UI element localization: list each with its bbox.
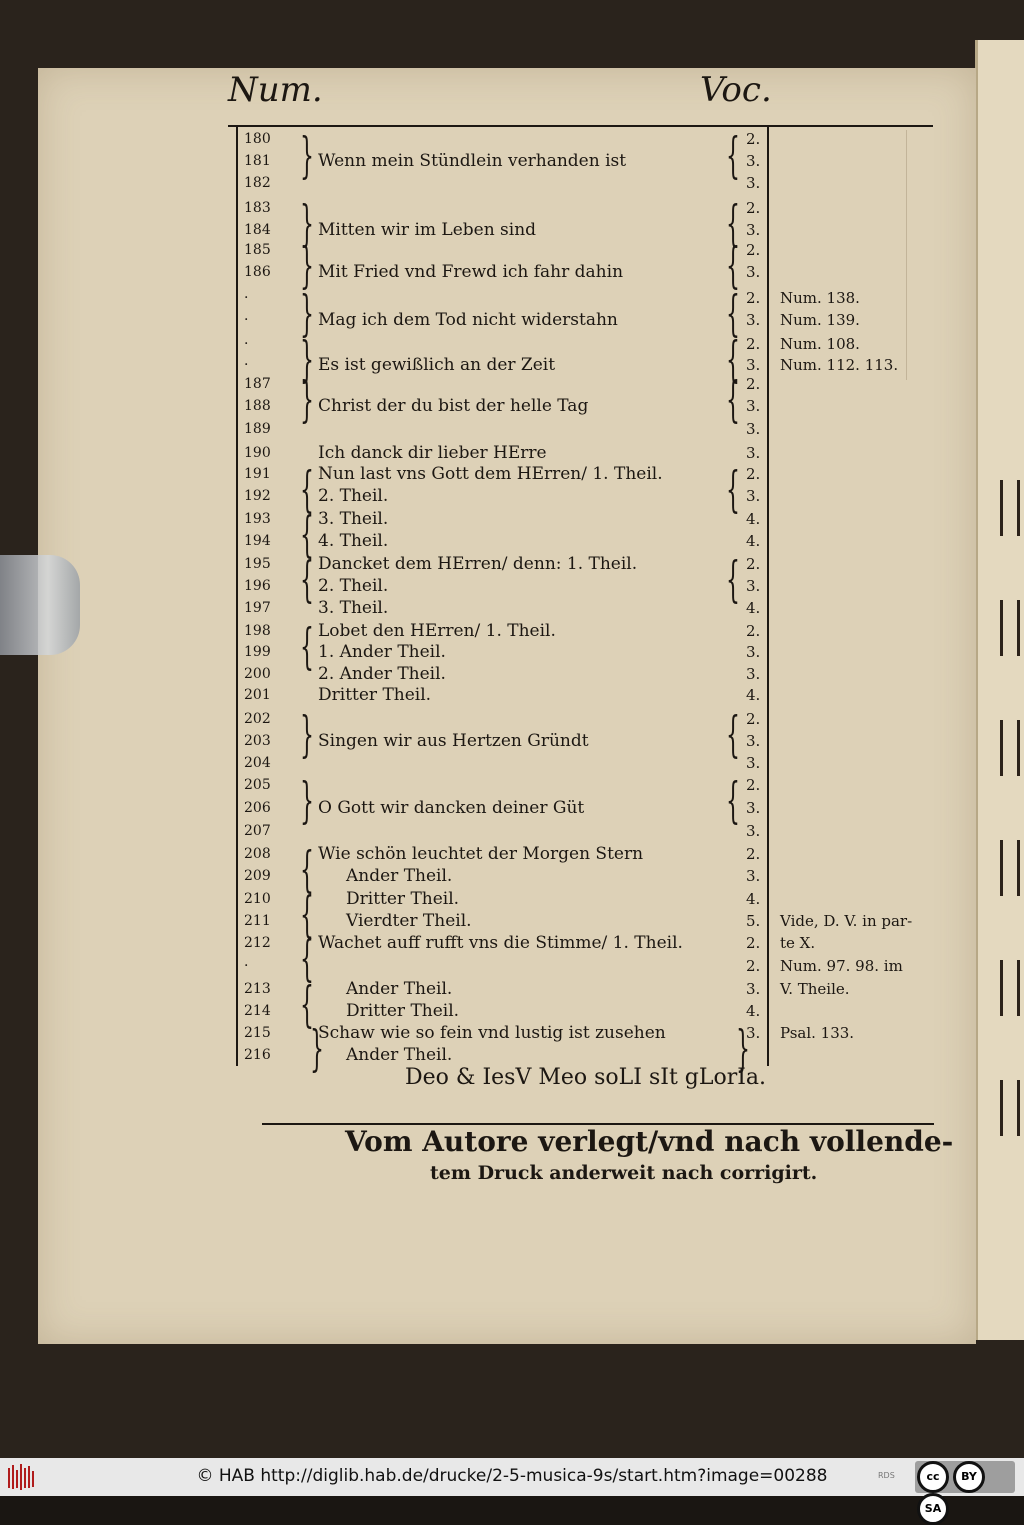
row-title: 3. Theil. — [318, 598, 389, 618]
bracket-mark: } — [300, 288, 314, 343]
license-badge[interactable] — [915, 1461, 1015, 1515]
row-number: 208 — [244, 846, 271, 862]
row-title: 4. Theil. — [318, 531, 389, 551]
row-title: O Gott wir dancken deiner Güt — [318, 798, 585, 818]
row-voices: 4. — [746, 1002, 761, 1020]
footer-code: RDS — [878, 1471, 895, 1480]
footer-link[interactable]: © HAB http://diglib.hab.de/drucke/2-5-musica-9s/start.htm?image=00288 — [196, 1466, 828, 1486]
row-voices: 4. — [746, 686, 761, 704]
row-title: Christ der du bist der helle Tag — [318, 396, 589, 416]
music-notation-mark — [1000, 480, 1020, 536]
row-voices: 2. — [746, 241, 761, 259]
row-note: Num. 112. 113. — [780, 356, 899, 374]
row-note: V. Theile. — [780, 980, 850, 998]
row-voices: 2. — [746, 934, 761, 952]
row-voices: 3. — [746, 980, 761, 998]
imprint-line-1: Vom Autore verlegt/vnd nach vollende- — [345, 1125, 954, 1158]
row-title: Wenn mein Stündlein verhanden ist — [318, 151, 627, 171]
row-title: Lobet den HErren/ 1. Theil. — [318, 621, 556, 641]
sa-icon: SA — [917, 1493, 949, 1525]
row-number: 185 — [244, 242, 271, 258]
bracket-mark: { — [300, 844, 314, 899]
row-title: 1. Ander Theil. — [318, 642, 446, 662]
row-voices: 2. — [746, 465, 761, 483]
row-number: 207 — [244, 823, 271, 839]
row-number: 195 — [244, 556, 271, 572]
row-voices: 4. — [746, 510, 761, 528]
row-number: 212 — [244, 935, 271, 951]
bracket-mark: } — [300, 775, 314, 830]
row-number: 181 — [244, 153, 271, 169]
row-voices: 3. — [746, 397, 761, 415]
cc-icon: cc — [917, 1461, 949, 1493]
imprint-line-2: tem Druck anderweit nach corrigirt. — [430, 1162, 818, 1184]
row-number: · — [244, 290, 249, 306]
row-number: 184 — [244, 222, 271, 238]
row-voices: 3. — [746, 665, 761, 683]
row-number: 192 — [244, 488, 271, 504]
row-number: 205 — [244, 777, 271, 793]
bracket-mark: } — [736, 1023, 750, 1078]
row-number: 180 — [244, 131, 271, 147]
music-notation-mark — [1000, 960, 1020, 1016]
top-rule — [228, 125, 933, 127]
bracket-mark: { — [726, 554, 740, 609]
music-notation-mark — [1000, 720, 1020, 776]
row-voices: 4. — [746, 599, 761, 617]
bracket-mark: } — [300, 709, 314, 764]
row-voices: 3. — [746, 643, 761, 661]
row-title: Singen wir aus Hertzen Gründt — [318, 731, 589, 751]
row-title: Mitten wir im Leben sind — [318, 220, 537, 240]
row-note: Psal. 133. — [780, 1024, 855, 1042]
row-voices: 3. — [746, 754, 761, 772]
row-title: 3. Theil. — [318, 509, 389, 529]
row-title: Es ist gewißlich an der Zeit — [318, 355, 556, 375]
bracket-mark: } — [300, 240, 314, 295]
row-title: 2. Theil. — [318, 486, 389, 506]
row-voices: 2. — [746, 845, 761, 863]
row-title: Ander Theil. — [346, 1045, 453, 1065]
row-voices: 2. — [746, 199, 761, 217]
bracket-mark: { — [300, 621, 314, 676]
row-voices: 2. — [746, 555, 761, 573]
row-title: Ich danck dir lieber HErre — [318, 443, 547, 463]
bracket-mark: { — [300, 979, 314, 1034]
row-voices: 3. — [746, 311, 761, 329]
row-voices: 2. — [746, 375, 761, 393]
row-voices: 3. — [746, 356, 761, 374]
row-note: te X. — [780, 934, 816, 952]
page-clip — [0, 555, 80, 655]
row-number: 194 — [244, 533, 271, 549]
bracket-mark: { — [300, 554, 314, 609]
row-number: 200 — [244, 666, 271, 682]
row-voices: 3. — [746, 221, 761, 239]
bracket-mark: { — [300, 509, 314, 564]
by-icon: BY — [953, 1461, 985, 1493]
row-title: Mit Fried vnd Frewd ich fahr dahin — [318, 262, 624, 282]
row-number: · — [244, 312, 249, 328]
row-number: 214 — [244, 1003, 271, 1019]
row-voices: 3. — [746, 263, 761, 281]
row-title: Wachet auff rufft vns die Stimme/ 1. Theil. — [318, 933, 683, 953]
row-number: · — [244, 958, 249, 974]
footer-bar — [0, 1458, 1024, 1515]
row-number: 187 — [244, 376, 271, 392]
row-voices: 3. — [746, 444, 761, 462]
row-number: 182 — [244, 175, 271, 191]
bracket-mark: { — [726, 709, 740, 764]
bracket-mark: } — [300, 198, 314, 253]
right-column-rule — [767, 126, 769, 1066]
row-number: 210 — [244, 891, 271, 907]
row-title: Dritter Theil. — [318, 685, 432, 705]
row-note: Vide, D. V. in par- — [780, 912, 913, 930]
row-note: Num. 97. 98. im — [780, 957, 903, 975]
bracket-mark: { — [726, 775, 740, 830]
row-voices: 4. — [746, 890, 761, 908]
row-number: 198 — [244, 623, 271, 639]
row-note: Num. 108. — [780, 335, 860, 353]
row-title: 2. Ander Theil. — [318, 664, 446, 684]
row-number: 202 — [244, 711, 271, 727]
row-voices: 3. — [746, 577, 761, 595]
music-notation-mark — [1000, 1080, 1020, 1136]
row-title: Wie schön leuchtet der Morgen Stern — [318, 844, 644, 864]
row-number: 209 — [244, 868, 271, 884]
row-number: 199 — [244, 644, 271, 660]
row-number: 190 — [244, 445, 271, 461]
row-number: 201 — [244, 687, 271, 703]
bracket-mark: } — [300, 374, 314, 429]
row-title: Mag ich dem Tod nicht widerstahn — [318, 310, 618, 330]
row-title: Ander Theil. — [346, 979, 453, 999]
row-title: 2. Theil. — [318, 576, 389, 596]
row-voices: 3. — [746, 420, 761, 438]
row-voices: 4. — [746, 532, 761, 550]
row-voices: 3. — [746, 799, 761, 817]
row-number: 188 — [244, 398, 271, 414]
row-voices: 2. — [746, 957, 761, 975]
row-number: · — [244, 336, 249, 352]
row-voices: 3. — [746, 822, 761, 840]
row-number: 206 — [244, 800, 271, 816]
row-number: 183 — [244, 200, 271, 216]
row-voices: 5. — [746, 912, 761, 930]
music-notation-mark — [1000, 840, 1020, 896]
row-voices: 2. — [746, 622, 761, 640]
bracket-mark: { — [726, 240, 740, 295]
row-number: 215 — [244, 1025, 271, 1041]
row-number: 189 — [244, 421, 271, 437]
row-title: Nun last vns Gott dem HErren/ 1. Theil. — [318, 464, 663, 484]
row-number: 213 — [244, 981, 271, 997]
left-column-rule — [236, 126, 238, 1066]
row-voices: 2. — [746, 335, 761, 353]
row-note: Num. 138. — [780, 289, 860, 307]
music-notation-mark — [1000, 600, 1020, 656]
row-voices: 3. — [746, 1024, 761, 1042]
bracket-mark: { — [726, 334, 740, 389]
row-title: Ander Theil. — [346, 866, 453, 886]
adjacent-page-edge — [975, 40, 1024, 1340]
row-number: 211 — [244, 913, 271, 929]
row-voices: 3. — [746, 152, 761, 170]
row-voices: 3. — [746, 174, 761, 192]
row-number: 204 — [244, 755, 271, 771]
bracket-mark: { — [726, 288, 740, 343]
row-voices: 2. — [746, 710, 761, 728]
row-title: Schaw wie so fein vnd lustig ist zusehen — [318, 1023, 666, 1043]
motto: Deo & IesV Meo soLI sIt gLorIa. — [405, 1065, 767, 1090]
bracket-mark: { — [726, 464, 740, 519]
row-number: · — [244, 357, 249, 373]
faint-rule — [906, 130, 907, 380]
bracket-mark: { — [726, 374, 740, 429]
row-voices: 2. — [746, 776, 761, 794]
row-number: 191 — [244, 466, 271, 482]
bracket-mark: { — [300, 464, 314, 519]
row-number: 216 — [244, 1047, 271, 1063]
row-title: Dancket dem HErren/ denn: 1. Theil. — [318, 554, 638, 574]
bracket-mark: { — [300, 889, 314, 944]
row-voices: 3. — [746, 732, 761, 750]
bracket-mark: { — [300, 933, 314, 988]
row-number: 193 — [244, 511, 271, 527]
row-title: Dritter Theil. — [346, 1001, 460, 1021]
bracket-mark: } — [300, 130, 314, 185]
row-number: 203 — [244, 733, 271, 749]
bracket-mark: } — [300, 334, 314, 389]
column-header-voc: Voc. — [700, 70, 772, 110]
row-title: Dritter Theil. — [346, 889, 460, 909]
row-title: Vierdter Theil. — [346, 911, 472, 931]
column-header-num: Num. — [228, 70, 323, 110]
row-number: 197 — [244, 600, 271, 616]
row-voices: 2. — [746, 289, 761, 307]
row-voices: 2. — [746, 130, 761, 148]
row-number: 186 — [244, 264, 271, 280]
bracket-mark: { — [726, 198, 740, 253]
row-number: 196 — [244, 578, 271, 594]
row-voices: 3. — [746, 487, 761, 505]
bracket-mark: { — [726, 130, 740, 185]
row-note: Num. 139. — [780, 311, 860, 329]
bracket-mark: } — [310, 1023, 324, 1078]
row-voices: 3. — [746, 867, 761, 885]
